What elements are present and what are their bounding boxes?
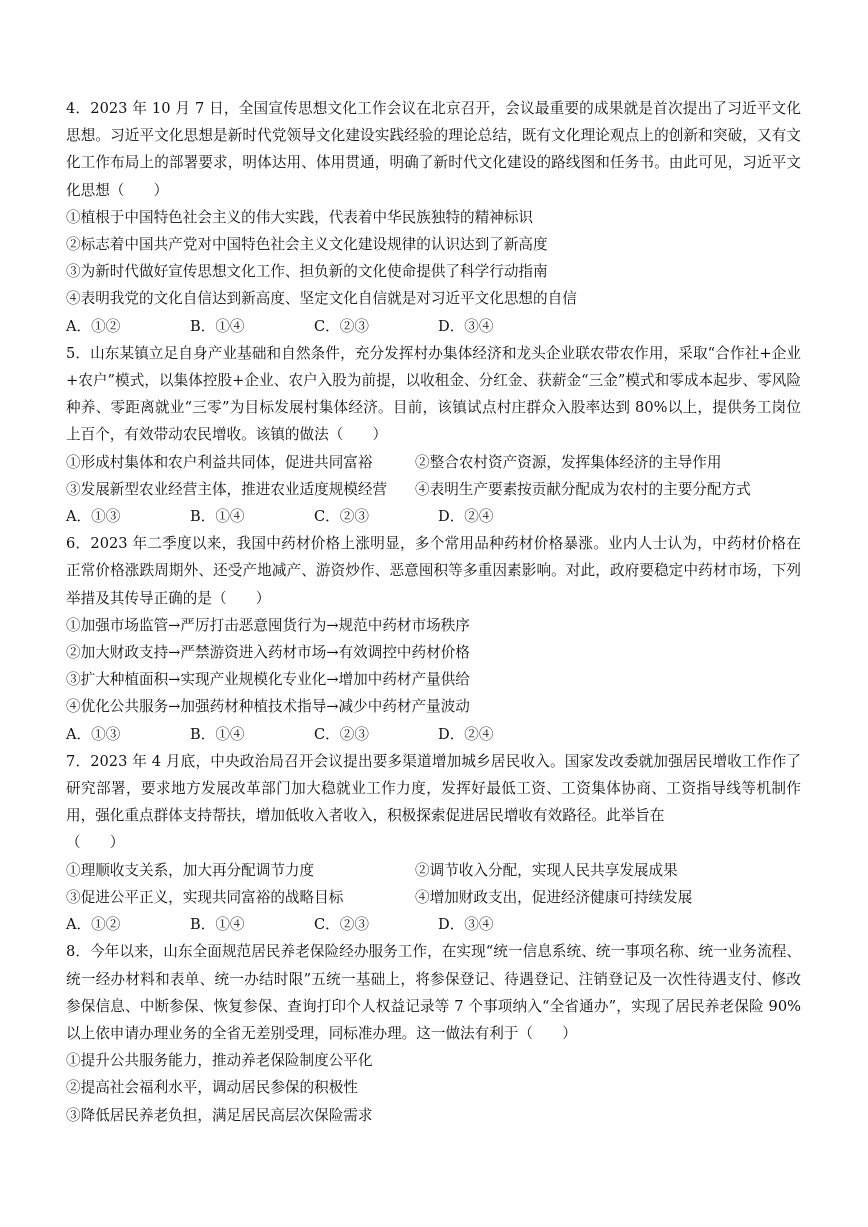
answer-choices <box>66 911 801 938</box>
answer-blank: （ ） <box>66 834 125 852</box>
option-row <box>66 884 801 911</box>
choice-d: D．②④ <box>438 725 494 743</box>
option-4: ④优化公共服务→加强药材种植技术指导→减少中药材产量波动 <box>66 698 470 716</box>
option-1: ①形成村集体和农户利益共同体，促进共同富裕 <box>66 453 373 471</box>
option-2: ②调节收入分配，实现人民共享发展成果 <box>415 861 678 879</box>
question-stem: 5．山东某镇立足自身产业基础和自然条件，充分发挥村办集体经济和龙头企业联农带农作用，采取“合作社+企业+农户”模式，以集体控股+企业、农户入股为前提，以收租金、分红金、获薪金“三金”模式和零成本起步、零风险种养、零距离就业“三零”为目标发展村集体经济。目前，该镇试点村庄群众入股率达到 80%以上，提供务工岗位上百个，有效带动农民增收。该镇的做法（ ） <box>66 344 801 444</box>
choice-c: C．②③ <box>314 317 369 335</box>
choice-a: A．①② <box>66 916 121 934</box>
option-2: ②标志着中国共产党对中国特色社会主义文化建设规律的认识达到了新高度 <box>66 236 548 254</box>
choice-a: A．①③ <box>66 725 121 743</box>
choice-d: D．②④ <box>438 508 494 526</box>
option-1: ①植根于中国特色社会主义的伟大实践，代表着中华民族独特的精神标识 <box>66 208 534 226</box>
question-stem: 7．2023 年 4 月底，中央政治局召开会议提出要多渠道增加城乡居民收入。国家发改委就加强居民增收工作作了研究部署，要求地方发展改革部门加大稳就业工作力度，发挥好最低工资、工资集体协商、工资指导线等机制作用，强化重点群体支持帮扶，增加低收入者收入，积极探索促进居民增收有效路径。此举旨在 <box>66 752 801 825</box>
choice-b: B．①④ <box>190 317 245 335</box>
option-3: ③降低居民养老负担，满足居民高层次保险需求 <box>66 1106 373 1124</box>
question-6 <box>66 530 801 748</box>
option-2: ②整合农村资产资源，发挥集体经济的主导作用 <box>415 453 722 471</box>
answer-choices <box>66 313 801 340</box>
option-3: ③发展新型农业经营主体，推进农业适度规模经营 <box>66 480 388 498</box>
choice-c: C．②③ <box>314 916 369 934</box>
choice-b: B．①④ <box>190 508 245 526</box>
question-8 <box>66 938 801 1128</box>
option-1: ①理顺收支关系，加大再分配调节力度 <box>66 861 315 879</box>
option-2: ②加大财政支持→严禁游资进入药材市场→有效调控中药材价格 <box>66 644 470 662</box>
question-7 <box>66 748 801 938</box>
choice-c: C．②③ <box>314 508 369 526</box>
option-4: ④表明生产要素按贡献分配成为农村的主要分配方式 <box>415 480 751 498</box>
question-5 <box>66 340 801 530</box>
option-3: ③促进公平正义，实现共同富裕的战略目标 <box>66 888 344 906</box>
option-1: ①加强市场监管→严厉打击恶意囤货行为→规范中药材市场秩序 <box>66 616 470 634</box>
option-row <box>66 476 801 503</box>
choice-b: B．①④ <box>190 916 245 934</box>
option-3: ③扩大种植面积→实现产业规模化专业化→增加中药材产量供给 <box>66 671 470 689</box>
answer-choices <box>66 721 801 748</box>
choice-c: C．②③ <box>314 725 369 743</box>
question-stem: 4．2023 年 10 月 7 日，全国宣传思想文化工作会议在北京召开，会议最重要的成果就是首次提出了习近平文化思想。习近平文化思想是新时代党领导文化建设实践经验的理论总结，既有文化理论观点上的创新和突破，又有文化工作布局上的部署要求，明体达用、体用贯通，明确了新时代文化建设的路线图和任务书。由此可见，习近平文化思想（ ） <box>66 100 801 199</box>
exam-page <box>66 95 801 1129</box>
choice-b: B．①④ <box>190 725 245 743</box>
choice-d: D．③④ <box>438 317 494 335</box>
choice-a: A．①② <box>66 317 121 335</box>
option-row <box>66 449 801 476</box>
option-2: ②提高社会福利水平，调动居民参保的积极性 <box>66 1079 358 1097</box>
answer-choices <box>66 503 801 530</box>
question-4 <box>66 95 801 340</box>
choice-d: D．③④ <box>438 916 494 934</box>
option-4: ④增加财政支出，促进经济健康可持续发展 <box>415 888 693 906</box>
option-4: ④表明我党的文化自信达到新高度、坚定文化自信就是对习近平文化思想的自信 <box>66 290 577 308</box>
option-3: ③为新时代做好宣传思想文化工作、担负新的文化使命提供了科学行动指南 <box>66 263 548 281</box>
option-row <box>66 857 801 884</box>
choice-a: A．①③ <box>66 508 121 526</box>
question-stem: 8．今年以来，山东全面规范居民养老保险经办服务工作，在实现“统一信息系统、统一事项名称、统一业务流程、统一经办材料和表单、统一办结时限”五统一基础上，将参保登记、待遇登记、注销登记及一次性待遇支付、修改参保信息、中断参保、恢复参保、查询打印个人权益记录等 7 个事项纳入“全省通办”，实现了居民养老保险 90%以上依申请办理业务的全省无差别受理，同标准办理。这一做法有利于（ ） <box>66 943 801 1042</box>
option-1: ①提升公共服务能力，推动养老保险制度公平化 <box>66 1052 373 1070</box>
question-stem: 6．2023 年二季度以来，我国中药材价格上涨明显，多个常用品种药材价格暴涨。业内人士认为，中药材价格在正常价格涨跌周期外、还受产地减产、游资炒作、恶意囤积等多重因素影响。对此，政府要稳定中药材市场，下列举措及其传导正确的是（ ） <box>66 535 801 607</box>
